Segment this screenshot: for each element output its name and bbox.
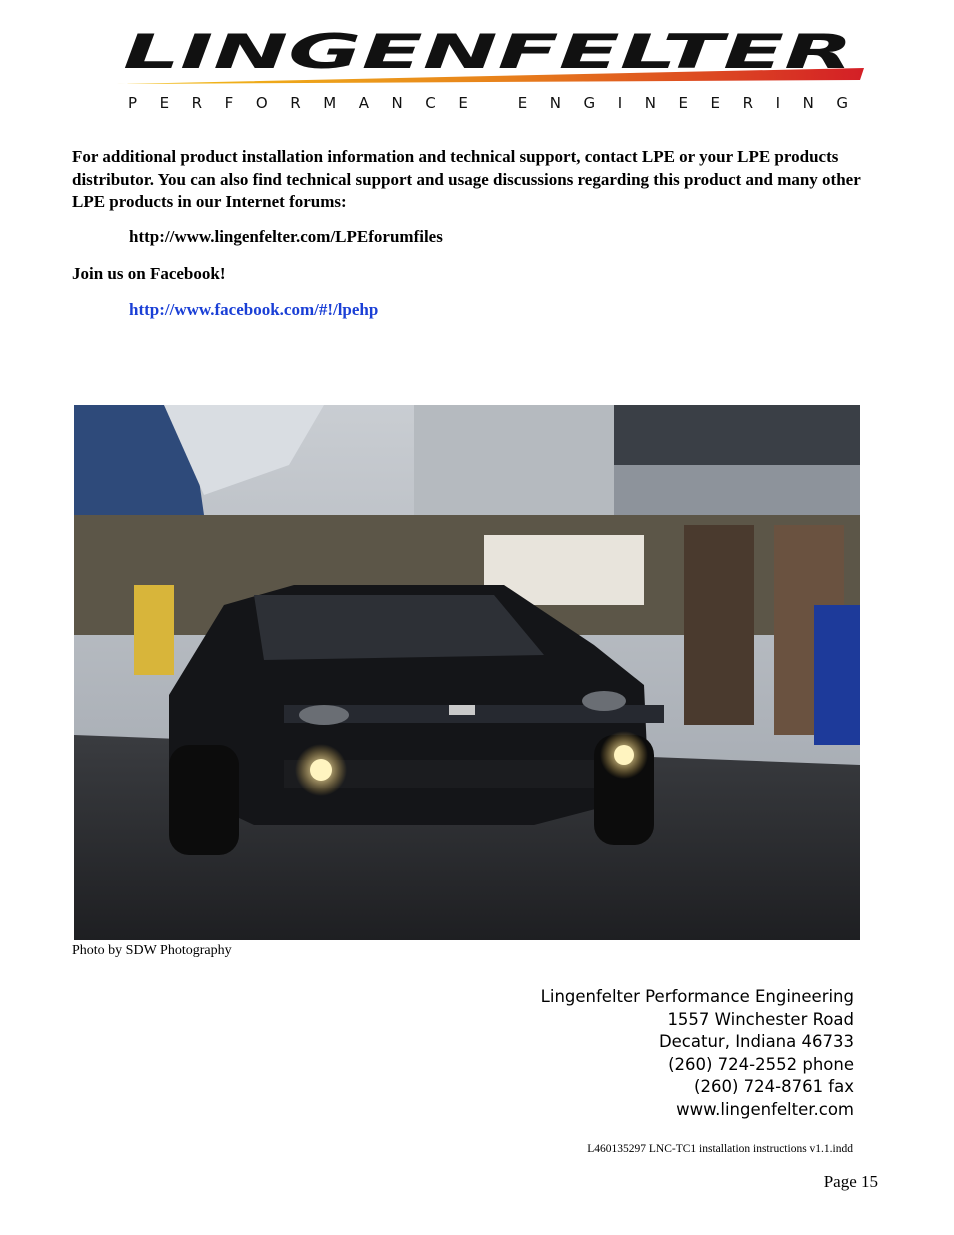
support-intro-text: For additional product installation information and technical support, contact LPE or your LPE products distributor. You can also find technical support and usage discussions regarding this product and many other LPE products in our Internet forums: xyxy=(72,147,861,211)
camaro-race-photo xyxy=(74,405,860,940)
logo-wordmark: LINGENFELTER xyxy=(123,26,853,80)
company-fax: (260) 724-8761 fax xyxy=(694,1077,854,1097)
logo-tagline: PERFORMANCE ENGINEERING xyxy=(128,94,848,112)
document-filename: L460135297 LNC-TC1 installation instructions v1.1.indd xyxy=(587,1143,853,1155)
forum-link[interactable]: http://www.lingenfelter.com/LPEforumfiles xyxy=(129,227,443,246)
company-phone: (260) 724-2552 phone xyxy=(668,1054,854,1074)
facebook-heading: Join us on Facebook! xyxy=(72,264,226,283)
company-website[interactable]: www.lingenfelter.com xyxy=(676,1099,854,1119)
page-number: Page 15 xyxy=(823,1172,878,1191)
facebook-link[interactable]: http://www.facebook.com/#!/lpehp xyxy=(129,300,379,319)
lingenfelter-logo xyxy=(110,26,866,112)
company-name: Lingenfelter Performance Engineering xyxy=(540,987,854,1006)
company-street: 1557 Winchester Road xyxy=(667,1009,854,1029)
company-city: Decatur, Indiana 46733 xyxy=(658,1032,854,1052)
company-address xyxy=(541,986,854,1122)
photo-credit: Photo by SDW Photography xyxy=(72,943,232,958)
